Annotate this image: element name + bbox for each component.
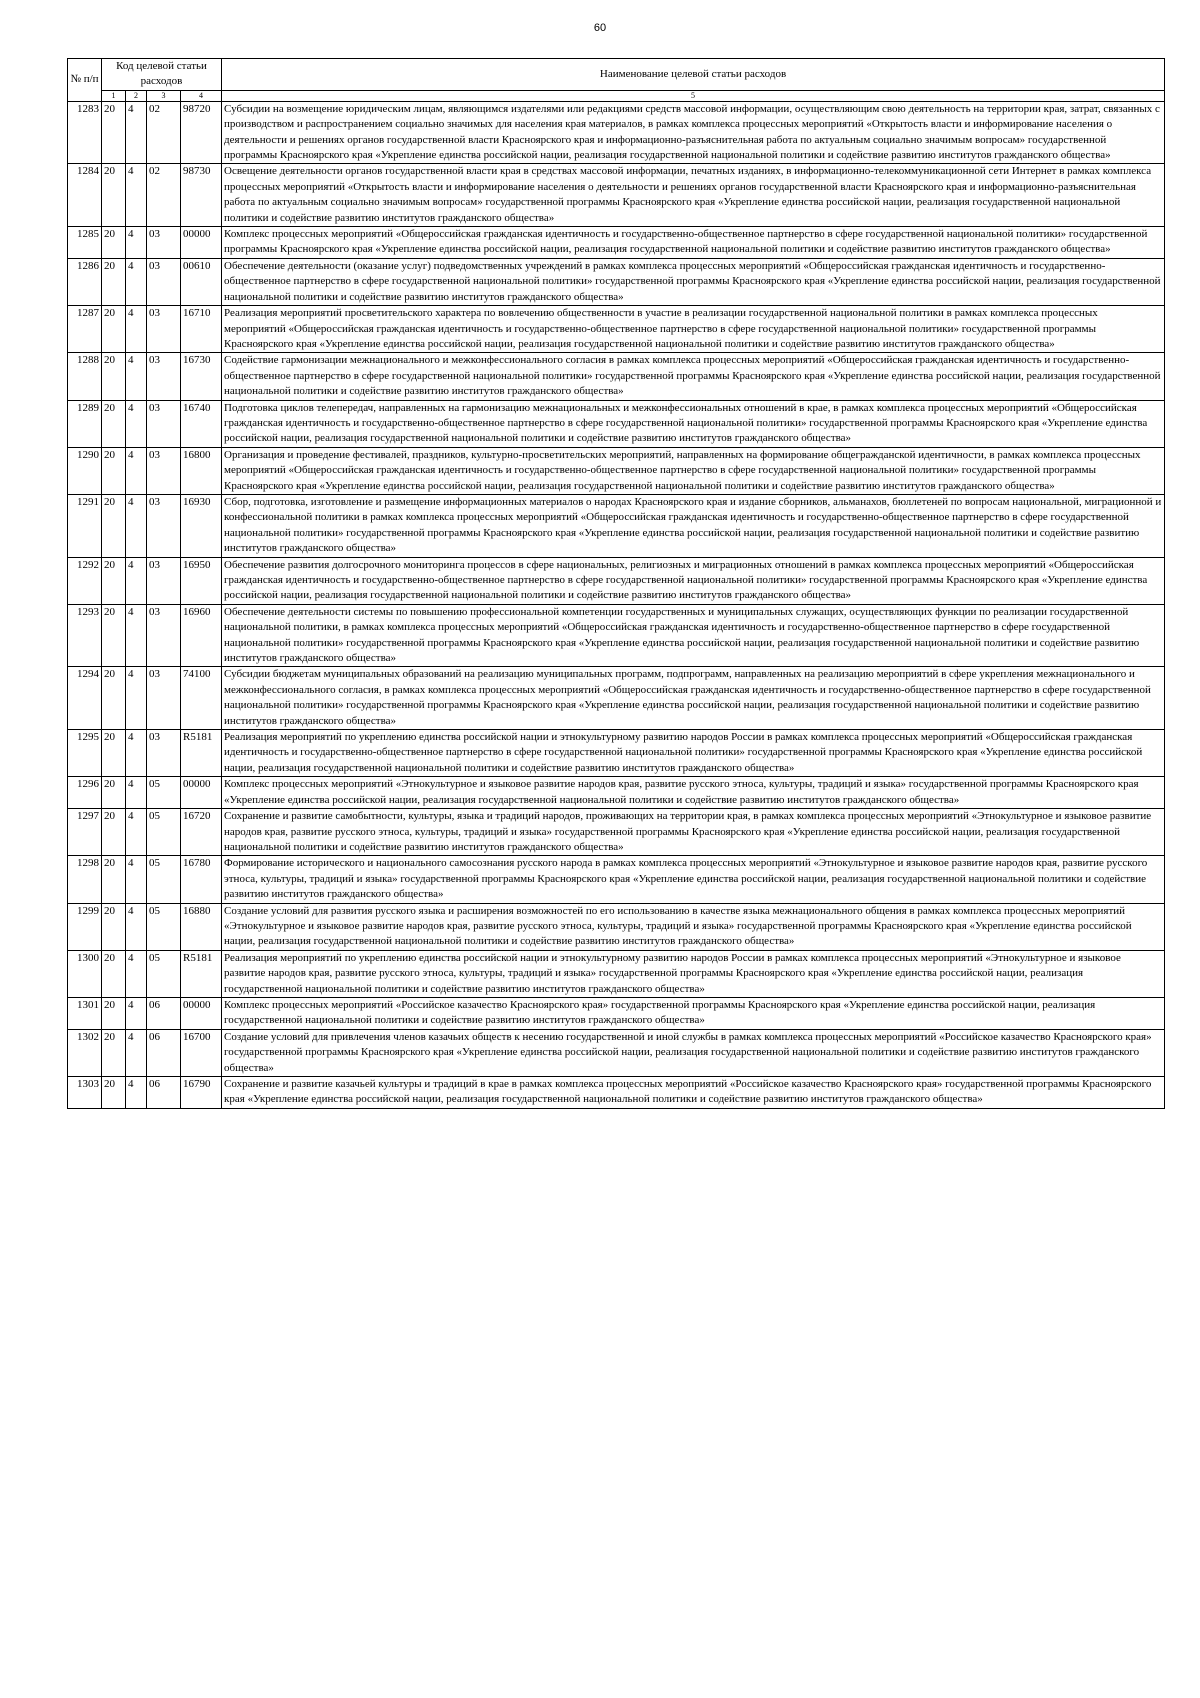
column-number-4: 4 [181,90,222,101]
code-part-4-cell: 16960 [181,604,222,667]
table-body [68,101,1165,1108]
code-part-2-cell: 4 [126,400,147,447]
row-number-cell: 1292 [68,557,102,604]
code-part-3-cell: 05 [147,777,181,809]
row-number-cell: 1286 [68,258,102,305]
code-part-4-cell: 16800 [181,447,222,494]
code-part-1-cell: 20 [102,667,126,730]
code-part-2-cell: 4 [126,557,147,604]
header-target-code: Код целевой статьи расходов [102,59,222,91]
code-part-1-cell: 20 [102,306,126,353]
code-part-2-cell: 4 [126,164,147,227]
table-row [68,997,1165,1029]
code-part-2-cell: 4 [126,447,147,494]
column-number-1: 1 [102,90,126,101]
item-name-cell: Освещение деятельности органов государственной власти края в средствах массовой информации, печатных изданиях, в информационно-телекоммуникационной сети Интернет в рамках комплекса процессных мероприятий «Открытость власти и информирование населения о деятельности и решениях органов государственной власти Красноярского края и информационно-разъяснительная работа по актуальным социально значимым вопросам» государственной программы Красноярского края «Укрепление единства российской нации, реализация государственной национальной политики и содействие развитию институтов гражданского общества» [222,164,1165,227]
table-row [68,101,1165,164]
code-part-3-cell: 03 [147,494,181,557]
code-part-2-cell: 4 [126,494,147,557]
code-part-1-cell: 20 [102,604,126,667]
code-part-1-cell: 20 [102,353,126,400]
page-number: 60 [593,22,607,34]
code-part-4-cell: 16700 [181,1029,222,1076]
row-number-cell: 1289 [68,400,102,447]
code-part-1-cell: 20 [102,164,126,227]
code-part-4-cell: 00610 [181,258,222,305]
code-part-3-cell: 06 [147,1077,181,1109]
code-part-2-cell: 4 [126,809,147,856]
code-part-2-cell: 4 [126,997,147,1029]
code-part-1-cell: 20 [102,494,126,557]
code-part-4-cell: 74100 [181,667,222,730]
item-name-cell: Реализация мероприятий по укреплению единства российской нации и этнокультурному развитию народов России в рамках комплекса процессных мероприятий «Общероссийская гражданская идентичность и государственно-общественное партнерство в сфере государственной национальной политики» государственной программы Красноярского края «Укрепление единства российской нации, реализация государственной национальной политики и содействие развитию институтов гражданского общества» [222,730,1165,777]
row-number-cell: 1300 [68,950,102,997]
column-number-2: 2 [126,90,147,101]
item-name-cell: Комплекс процессных мероприятий «Российское казачество Красноярского края» государственной программы Красноярского края «Укрепление единства российской нации, реализация государственной национальной политики и содействие развитию институтов гражданского общества» [222,997,1165,1029]
code-part-2-cell: 4 [126,730,147,777]
code-part-4-cell: 00000 [181,227,222,259]
code-part-4-cell: R5181 [181,950,222,997]
row-number-cell: 1296 [68,777,102,809]
code-part-4-cell: 16950 [181,557,222,604]
code-part-2-cell: 4 [126,101,147,164]
code-part-4-cell: 16880 [181,903,222,950]
code-part-4-cell: 98730 [181,164,222,227]
code-part-4-cell: 16740 [181,400,222,447]
code-part-1-cell: 20 [102,997,126,1029]
table-row [68,1029,1165,1076]
code-part-3-cell: 05 [147,809,181,856]
code-part-2-cell: 4 [126,903,147,950]
row-number-cell: 1295 [68,730,102,777]
code-part-3-cell: 03 [147,730,181,777]
row-number-cell: 1291 [68,494,102,557]
code-part-3-cell: 06 [147,1029,181,1076]
code-part-4-cell: 16710 [181,306,222,353]
code-part-1-cell: 20 [102,447,126,494]
code-part-3-cell: 02 [147,101,181,164]
code-part-1-cell: 20 [102,809,126,856]
code-part-3-cell: 03 [147,306,181,353]
header-row-number: № п/п [68,59,102,102]
code-part-2-cell: 4 [126,604,147,667]
item-name-cell: Организация и проведение фестивалей, праздников, культурно-просветительских мероприятий, направленных на формирование общегражданской идентичности, в рамках комплекса процессных мероприятий «Общероссийская гражданская идентичность и государственно-общественное партнерство в сфере государственной национальной политики» государственной программы Красноярского края «Укрепление единства российской нации, реализация государственной национальной политики и содействие развитию институтов гражданского общества» [222,447,1165,494]
row-number-cell: 1302 [68,1029,102,1076]
code-part-3-cell: 06 [147,997,181,1029]
item-name-cell: Субсидии на возмещение юридическим лицам, являющимся издателями или редакциями средств массовой информации, осуществляющим свою деятельность на территории края, затрат, связанных с производством и распространением социально значимых для населения края материалов, в рамках комплекса процессных мероприятий «Открытость власти и информирование населения о деятельности и решениях органов государственной власти Красноярского края и информационно-разъяснительная работа по актуальным социально значимым вопросам» государственной программы Красноярского края «Укрепление единства российской нации, реализация государственной национальной политики и содействие развитию институтов гражданского общества» [222,101,1165,164]
table-row [68,604,1165,667]
table-row [68,306,1165,353]
code-part-2-cell: 4 [126,856,147,903]
code-part-1-cell: 20 [102,400,126,447]
code-part-3-cell: 05 [147,950,181,997]
header-item-name: Наименование целевой статьи расходов [222,59,1165,91]
code-part-1-cell: 20 [102,730,126,777]
table-row [68,856,1165,903]
code-part-2-cell: 4 [126,950,147,997]
row-number-cell: 1298 [68,856,102,903]
code-part-4-cell: 00000 [181,997,222,1029]
column-numbers-row [68,90,1165,101]
code-part-1-cell: 20 [102,1077,126,1109]
code-part-3-cell: 03 [147,258,181,305]
item-name-cell: Реализация мероприятий просветительского характера по вовлечению общественности в участие в реализации государственной национальной политики в рамках комплекса процессных мероприятий «Общероссийская гражданская идентичность и государственно-общественное партнерство в сфере государственной национальной политики» государственной программы Красноярского края «Укрепление единства российской нации, реализация государственной национальной политики и содействие развитию институтов гражданского общества» [222,306,1165,353]
column-number-3: 3 [147,90,181,101]
code-part-2-cell: 4 [126,306,147,353]
table-row [68,447,1165,494]
code-part-4-cell: 16790 [181,1077,222,1109]
table-row [68,950,1165,997]
code-part-3-cell: 03 [147,227,181,259]
code-part-2-cell: 4 [126,353,147,400]
code-part-4-cell: 16930 [181,494,222,557]
item-name-cell: Комплекс процессных мероприятий «Общероссийская гражданская идентичность и государственно-общественное партнерство в сфере государственной национальной политики» государственной программы Красноярского края «Укрепление единства российской нации, реализация государственной национальной политики и содействие развитию институтов гражданского общества» [222,227,1165,259]
table-row [68,258,1165,305]
code-part-2-cell: 4 [126,667,147,730]
row-number-cell: 1283 [68,101,102,164]
item-name-cell: Комплекс процессных мероприятий «Этнокультурное и языковое развитие народов края, развитие русского этноса, культуры, традиций и языка» государственной программы Красноярского края «Укрепление единства российской нации, реализация государственной национальной политики и содействие развитию институтов гражданского общества» [222,777,1165,809]
code-part-4-cell: R5181 [181,730,222,777]
code-part-4-cell: 16730 [181,353,222,400]
table-row [68,730,1165,777]
code-part-3-cell: 03 [147,447,181,494]
table-row [68,809,1165,856]
code-part-1-cell: 20 [102,557,126,604]
code-part-3-cell: 05 [147,903,181,950]
code-part-2-cell: 4 [126,1029,147,1076]
code-part-3-cell: 03 [147,400,181,447]
table-row [68,353,1165,400]
column-number-5: 5 [222,90,1165,101]
code-part-3-cell: 03 [147,667,181,730]
item-name-cell: Сохранение и развитие казачьей культуры и традиций в крае в рамках комплекса процессных мероприятий «Российское казачество Красноярского края» государственной программы Красноярского края «Укрепление единства российской нации, реализация государственной национальной политики и содействие развитию институтов гражданского общества» [222,1077,1165,1109]
item-name-cell: Обеспечение деятельности системы по повышению профессиональной компетенции государственных и муниципальных служащих, осуществляющих функции по реализации государственной национальной политики, в рамках комплекса процессных мероприятий «Общероссийская гражданская идентичность и государственно-общественное партнерство в сфере государственной национальной политики» государственной программы Красноярского края «Укрепление единства российской нации, реализация государственной национальной политики и содействие развитию институтов гражданского общества» [222,604,1165,667]
target-expense-items-table [67,58,1165,1109]
code-part-1-cell: 20 [102,101,126,164]
code-part-2-cell: 4 [126,1077,147,1109]
code-part-2-cell: 4 [126,777,147,809]
table-row [68,777,1165,809]
item-name-cell: Подготовка циклов телепередач, направленных на гармонизацию межнациональных и межконфессиональных отношений в крае, в рамках комплекса процессных мероприятий «Общероссийская гражданская идентичность и государственно-общественное партнерство в сфере государственной национальной политики» государственной программы Красноярского края «Укрепление единства российской нации, реализация государственной национальной политики и содействие развитию институтов гражданского общества» [222,400,1165,447]
code-part-3-cell: 05 [147,856,181,903]
code-part-2-cell: 4 [126,258,147,305]
code-part-1-cell: 20 [102,777,126,809]
code-part-3-cell: 03 [147,353,181,400]
table-row [68,667,1165,730]
row-number-cell: 1290 [68,447,102,494]
code-part-3-cell: 02 [147,164,181,227]
table-row [68,557,1165,604]
code-part-1-cell: 20 [102,950,126,997]
code-part-1-cell: 20 [102,1029,126,1076]
table-row [68,1077,1165,1109]
item-name-cell: Содействие гармонизации межнационального и межконфессионального согласия в рамках комплекса процессных мероприятий «Общероссийская гражданская идентичность и государственно-общественное партнерство в сфере государственной национальной политики» государственной программы Красноярского края «Укрепление единства российской нации, реализация государственной национальной политики и содействие развитию институтов гражданского общества» [222,353,1165,400]
item-name-cell: Обеспечение развития долгосрочного мониторинга процессов в сфере национальных, религиозных и миграционных отношений в рамках комплекса процессных мероприятий «Общероссийская гражданская идентичность и государственно-общественное партнерство в сфере государственной национальной политики» государственной программы Красноярского края «Укрепление единства российской нации, реализация государственной национальной политики и содействие развитию институтов гражданского общества» [222,557,1165,604]
code-part-4-cell: 16780 [181,856,222,903]
item-name-cell: Создание условий для развития русского языка и расширения возможностей по его использованию в качестве языка межнационального общения в рамках комплекса процессных мероприятий «Этнокультурное и языковое развитие народов края, развитие русского этноса, культуры, традиций и языка» государственной программы Красноярского края «Укрепление единства российской нации, реализация государственной национальной политики и содействие развитию институтов гражданского общества» [222,903,1165,950]
row-number-cell: 1284 [68,164,102,227]
table-row [68,227,1165,259]
row-number-cell: 1299 [68,903,102,950]
table-row [68,494,1165,557]
item-name-cell: Сохранение и развитие самобытности, культуры, языка и традиций народов, проживающих на территории края, в рамках комплекса процессных мероприятий «Этнокультурное и языковое развитие народов края, развитие русского этноса, культуры, традиций и языка» государственной программы Красноярского края «Укрепление единства российской нации, реализация государственной национальной политики и содействие развитию институтов гражданского общества» [222,809,1165,856]
code-part-1-cell: 20 [102,903,126,950]
item-name-cell: Субсидии бюджетам муниципальных образований на реализацию муниципальных программ, подпрограмм, направленных на реализацию мероприятий в сфере укрепления межнационального и межконфессионального согласия, в рамках комплекса процессных мероприятий «Общероссийская гражданская идентичность и государственно-общественное партнерство в сфере государственной национальной политики» государственной программы Красноярского края «Укрепление единства российской нации, реализация государственной национальной политики и содействие развитию институтов гражданского общества» [222,667,1165,730]
code-part-4-cell: 00000 [181,777,222,809]
item-name-cell: Обеспечение деятельности (оказание услуг) подведомственных учреждений в рамках комплекса процессных мероприятий «Общероссийская гражданская идентичность и государственно-общественное партнерство в сфере государственной национальной политики» государственной программы Красноярского края «Укрепление единства российской нации, реализация государственной национальной политики и содействие развитию институтов гражданского общества» [222,258,1165,305]
row-number-cell: 1301 [68,997,102,1029]
table-row [68,903,1165,950]
code-part-2-cell: 4 [126,227,147,259]
item-name-cell: Реализация мероприятий по укреплению единства российской нации и этнокультурному развитию народов России в рамках комплекса процессных мероприятий «Этнокультурное и языковое развитие народов края, развитие русского этноса, культуры, традиций и языка» государственной программы Красноярского края «Укрепление единства российской нации, реализация государственной национальной политики и содействие развитию институтов гражданского общества» [222,950,1165,997]
code-part-1-cell: 20 [102,227,126,259]
item-name-cell: Создание условий для привлечения членов казачьих обществ к несению государственной и иной службы в рамках комплекса процессных мероприятий «Российское казачество Красноярского края» государственной программы Красноярского края «Укрепление единства российской нации, реализация государственной национальной политики и содействие развитию институтов гражданского общества» [222,1029,1165,1076]
row-number-cell: 1288 [68,353,102,400]
table-row [68,400,1165,447]
code-part-3-cell: 03 [147,604,181,667]
row-number-cell: 1285 [68,227,102,259]
code-part-4-cell: 16720 [181,809,222,856]
row-number-cell: 1293 [68,604,102,667]
row-number-cell: 1294 [68,667,102,730]
code-part-3-cell: 03 [147,557,181,604]
item-name-cell: Формирование исторического и национального самосознания русского народа в рамках комплекса процессных мероприятий «Этнокультурное и языковое развитие народов края, развитие русского этноса, культуры, традиций и языка» государственной программы Красноярского края «Укрепление единства российской нации, реализация государственной национальной политики и содействие развитию институтов гражданского общества» [222,856,1165,903]
table-header [68,59,1165,102]
code-part-1-cell: 20 [102,258,126,305]
row-number-cell: 1287 [68,306,102,353]
row-number-cell: 1297 [68,809,102,856]
code-part-1-cell: 20 [102,856,126,903]
code-part-4-cell: 98720 [181,101,222,164]
row-number-cell: 1303 [68,1077,102,1109]
table-row [68,164,1165,227]
item-name-cell: Сбор, подготовка, изготовление и размещение информационных материалов о народах Красноярского края и издание сборников, альманахов, бюллетеней по вопросам национальной, миграционной и конфессиональной политики в рамках комплекса процессных мероприятий «Общероссийская гражданская идентичность и государственно-общественное партнерство в сфере государственной национальной политики» государственной программы Красноярского края «Укрепление единства российской нации, реализация государственной национальной политики и содействие развитию институтов гражданского общества» [222,494,1165,557]
